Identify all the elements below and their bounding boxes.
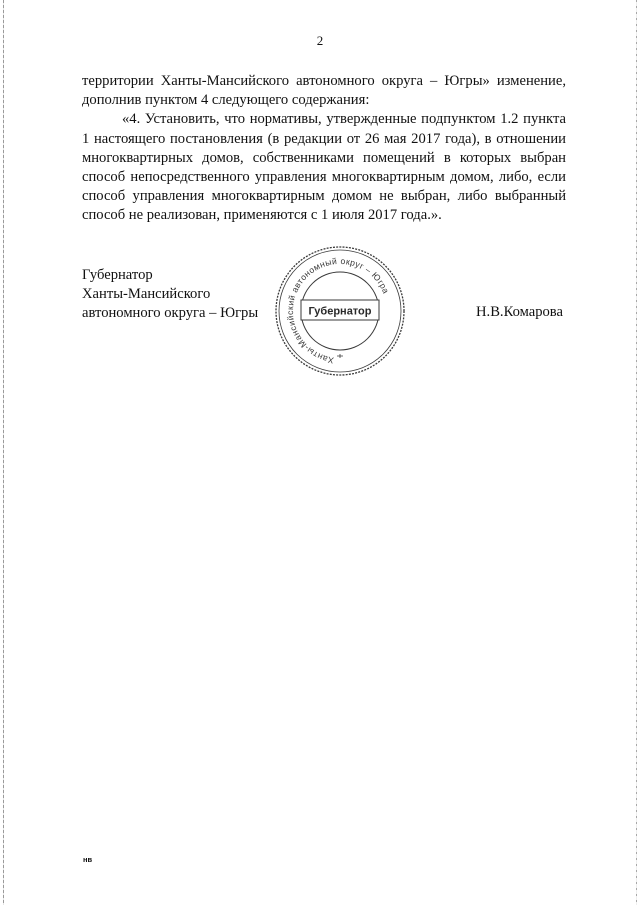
document-body [82,72,566,226]
signatory-position-line: автономного округа – Югры [82,305,259,321]
signatory-position [82,266,258,323]
signatory-position-line: Губернатор [82,267,153,283]
seal-star-mark [337,354,343,358]
body-paragraph-continuation: территории Ханты-Мансийского автономного округа – Югры» изменение, дополнив пунктом 4 следующего содержания: [82,73,566,109]
footer-code: нв [83,855,93,864]
body-paragraph-clause-4: «4. Установить, что нормативы, утвержденные подпунктом 1.2 пункта 1 настоящего постановления (в редакции от 26 мая 2017 года), в отношении многоквартирных домов, собственниками помещений в которых выбран способ непосредственного управления многоквартирным домом, либо, если способ управления многоквартирным домом не выбран, либо выбранный способ не реализован, применяются с 1 июля 2017 года.». [82,111,566,224]
seal-center-text: Губернатор [308,305,372,318]
signatory-position-line: Ханты-Мансийского [82,286,211,302]
page-number: 2 [316,33,324,48]
seal-ring-text: Ханты-Мансийский автономный округ – Югра [284,255,392,366]
official-seal [271,244,409,378]
page-right-edge [636,0,637,905]
page-left-edge [3,0,4,905]
signatory-name: Н.В.Комарова [476,304,563,320]
